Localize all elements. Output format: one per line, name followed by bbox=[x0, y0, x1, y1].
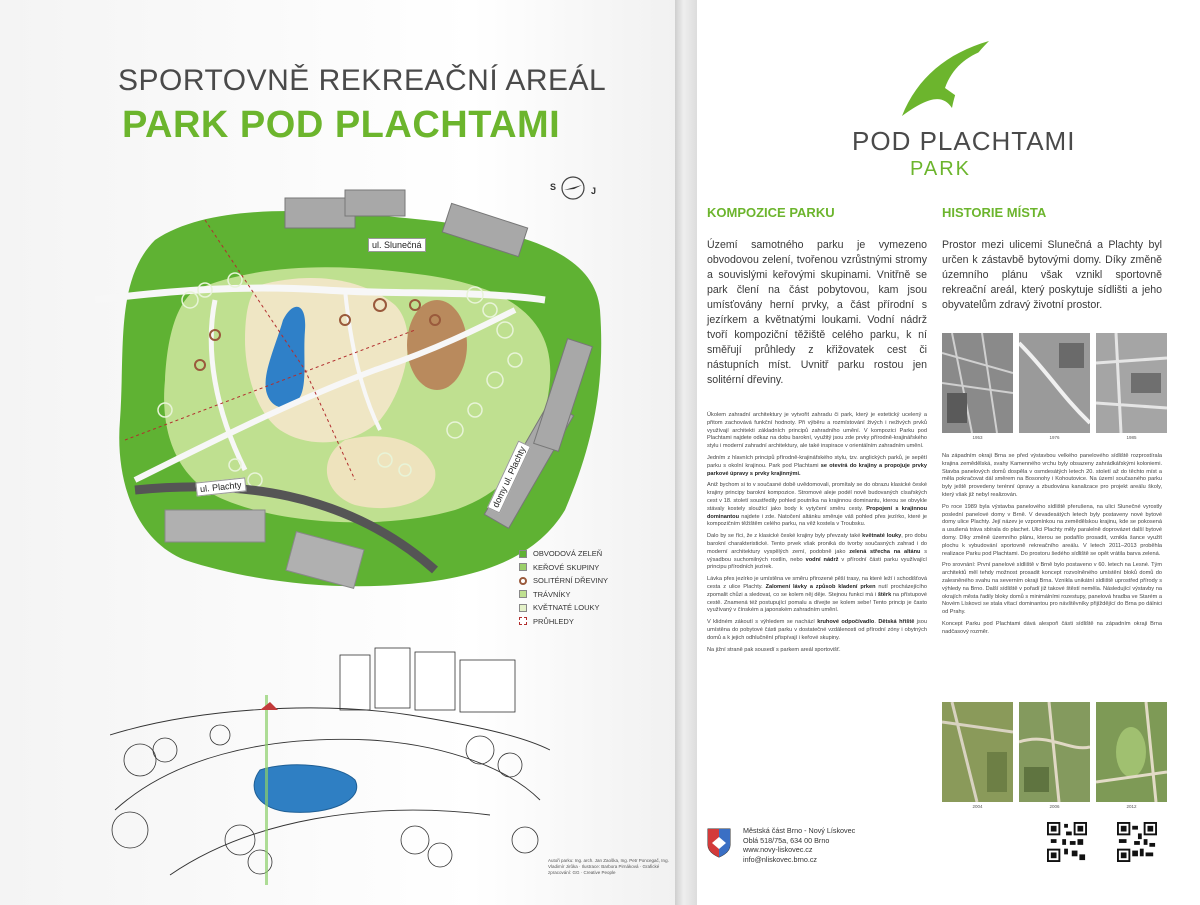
map-legend bbox=[519, 548, 608, 630]
legend-swatch bbox=[519, 577, 527, 585]
paragraph: Na jižní straně pak sousedí s parkem areál sportovišť. bbox=[707, 646, 841, 653]
photo-caption: 2006 bbox=[1049, 804, 1060, 809]
paragraph: Pro srovnání: První panelové sídliště v Brně bylo postaveno v 60. letech na Lesné. Tým architektů měl tehdy možnost prosadit koncept rozvolněného umístění bloků domů do zalesněného svahu na severním okraji Brna. Vznikla unikátní sídliště uprostřed přírody s výhledy na Brno. Další sídliště v pořadí již takové štěstí neměla. Následující výstavby na okrajích města řadily bloky domů s minimálními rozestupy, panelová hradba ve Starém a Novém Lískovci se stala vítací dominantou pro návštěvníky přijíždějící do Brna po dálnici od Prahy. bbox=[942, 562, 1162, 616]
contact-website[interactable]: www.novy-liskovec.cz bbox=[743, 845, 813, 854]
right-page bbox=[697, 0, 1200, 905]
paragraph: Jedním z hlavních principů přírodně-krajinářského stylu, tzv. anglických parků, je sepětí parku s okolní krajinou. Park pod Plachtami se otevírá do krajiny a propojuje prvky parkové úpravy s prvky krajinnými. bbox=[707, 454, 928, 477]
legend-item bbox=[519, 602, 608, 613]
contact-lines bbox=[743, 826, 855, 864]
paragraph: Dalo by se říci, že z klasické české krajiny byly převzaty také květnaté louky, pro dobu barokní charakteristické. Tento prvek však proniká do tvorby současných zahrad i do moderní architektury vyspělých zemí, podobně jako zelená střecha na altánu s výsadbou suchomilných rostlin, nebo vodní nádrž v přírodní části parku využívající principu přírodních jezírek. bbox=[707, 533, 927, 571]
lead-historie: Prostor mezi ulicemi Slunečná a Plachty byl určen k zástavbě bytovými domy. Díky změně územního plánu však vznikl sportovně rekreační areál, který poskytuje sídlišti a jeho obyvatelům zdravý životní prostor. bbox=[942, 239, 1162, 311]
contact-block bbox=[707, 826, 855, 864]
aerial-photo bbox=[1096, 333, 1167, 433]
photo-caption: 1976 bbox=[1049, 435, 1060, 440]
aerial-photo bbox=[1019, 333, 1090, 433]
credits: Autoři parku: Ing. arch. Jan Zaoška, Ing. Petr Poncegač, Ing. Vladimír Jirůka · Ilustrace: Barbora Pirnáková · Grafické zpracování: GG · Creative People bbox=[548, 858, 669, 875]
title-main: PARK POD PLACHTAMI bbox=[122, 104, 561, 146]
park-sketch-illustration bbox=[110, 640, 550, 890]
photo-caption: 1953 bbox=[972, 435, 983, 440]
legend-swatch bbox=[519, 563, 527, 571]
contact-email[interactable]: info@nliskovec.brno.cz bbox=[743, 854, 818, 864]
sketch-building bbox=[340, 655, 370, 710]
park-plan-map bbox=[95, 180, 615, 613]
legend-swatch bbox=[519, 604, 527, 612]
photo-item bbox=[1096, 702, 1167, 809]
sketch-sightline bbox=[265, 695, 268, 885]
qr-code-icon[interactable] bbox=[1047, 822, 1087, 862]
paragraph: Na západním okraji Brna se před výstavbou velkého panelového sídliště rozprostírala krajina zemědělská, svahy Kamenného vrchu byly obsazeny zahrádkářskými koloniemi. Stavba panelových domů dospěla v osmdesátých letech 20. století až do těchto míst a měla pokračovat dál směrem na Bosonohy i Kohoutovice. Na území současného parku byly ještě provedeny terénní úpravy a zbudována kanalizace pro projekt areálu školy, který však již nebyl realizován. bbox=[942, 453, 1162, 498]
photo-item bbox=[942, 333, 1013, 440]
legend-item bbox=[519, 616, 608, 627]
lead-kompozice: Území samotného parku je vymezeno obvodovou zelení, tvořenou vzrůstnými stromy a souvislými keřovými skupinami. Vnitřně se park člení na část pobytovou, kam jsou umísťovány herní prvky, a část přírodní s jezírkem a květnatými loukami. Vodní nádrž tvoří kompoziční těžiště celého parku, k ní směřují průhledy z křižovatek cest či nástupních míst. Uvnitř parku rostou jen solitérní dřeviny. bbox=[707, 239, 927, 386]
sketch-pond bbox=[254, 765, 357, 813]
heading-kompozice: KOMPOZICE PARKU bbox=[707, 205, 835, 220]
coat-of-arms-icon bbox=[707, 828, 731, 858]
aerial-photo bbox=[942, 702, 1013, 802]
photo-item bbox=[942, 702, 1013, 809]
title-top: SPORTOVNĚ REKREAČNÍ AREÁL bbox=[118, 64, 607, 97]
paragraph: V klidném zákoutí s výhledem se nachází kruhové odpočívadlo. Dětská hřiště jsou umístěna do pobytové části parku v dostatečné vzdálenosti od přírodní zóny i obytných domů a k jejich odhlučnění přispívají i keřové skupiny. bbox=[707, 619, 927, 641]
aerial-photo bbox=[1019, 702, 1090, 802]
photo-item bbox=[1019, 333, 1090, 440]
aerial-photo bbox=[1096, 702, 1167, 802]
body-kompozice bbox=[707, 412, 927, 658]
aerial-photo bbox=[942, 333, 1013, 433]
paragraph: Koncept Parku pod Plachtami dává alespoň části sídliště na západním okraji Brna nadčasový rozměr. bbox=[942, 620, 1162, 635]
photo-item bbox=[1019, 702, 1090, 809]
compass-south-label: J bbox=[590, 186, 596, 196]
sketch-building bbox=[460, 660, 515, 712]
logo-title: POD PLACHTAMI bbox=[852, 126, 1076, 156]
body-historie bbox=[942, 453, 1162, 641]
legend-swatch bbox=[519, 550, 527, 558]
paragraph: Aniž bychom si to v současné době uvědomovali, promítaly se do obrazu klasické české krajiny principy barokní kompozice. Stromové aleje podél nově budovaných císařských cest v 18. století soustředily pohled poutníka na krajinnou dominantu, kterou se obvykle stávaly kostely sloužící jako body k vytyčení směru cesty. Propojení s krajinnou dominantou najdete i zde. Natočení altánku směruje váš pohled přes jezírko, které je kompozičním těžištěm celého parku, na věž kostela v Troubsku. bbox=[707, 482, 927, 528]
legend-label: KEŘOVÉ SKUPINY bbox=[533, 562, 600, 572]
paragraph: Lávka přes jezírko je umístěna ve směru přirozené pěší trasy, na které leží i schodišťová cesta z ulice Plachty. Zalomení lávky a způsob kladení prken nutí procházejícího zpomalit chůzi a sledovat, co se kolem něj děje. Stejnou funkci má i štěrk na přístupové cestě. Znamená též postupující pomalu a dívejte se kolem sebe! Tento princip je často využívaný v čínském a japonském zahradním umění. bbox=[707, 576, 927, 614]
paragraph: Úkolem zahradní architektury je vytvořit zahradu či park, který je estetický ucelený a přitom zachovává funkční hodnoty. Při výběru a rozmístování živých i neživých prvků využívají architekti základních principů zahradního umění. V kompozici Parku pod Plachtami najdete odkaz na dobu barokní, využitý jsou zde prvky přírodně-krajinářského stylu i moderní zahradní architektury, ale také inspirace v orientálním zahradním umění. bbox=[707, 412, 927, 450]
legend-swatch bbox=[519, 617, 527, 625]
sketch-building bbox=[375, 648, 410, 708]
contact-address: Oblá 518/75a, 634 00 Brno bbox=[743, 835, 830, 845]
building-north-2 bbox=[345, 190, 405, 216]
paragraph: Po roce 1989 byla výstavba panelového sídliště přerušena, na ulici Slunečné vyrostly poslední panelové domy v Brně. V devadesátých letech byly postaveny nové bytové domy ulice Plachty. Její název je vzpomínkou na zemědělskou krajinu, kde se pokosená a usušená tráva sbírala do plachet. Ulici Plachty měly paralelně doprovázet další bytové domy. Díky změně územního plánu, kterou se podařilo prosadit, vznikla šance využít plochu k vybudování sportovně rekreačního areálu. V letech 2011–2013 proběhla realizace Parku pod Plachtami. Do prostoru šedého sídliště se opět vrátila barva zelená. bbox=[942, 503, 1162, 557]
legend-item bbox=[519, 589, 608, 600]
legend-swatch bbox=[519, 590, 527, 598]
building-south-1 bbox=[165, 510, 265, 542]
heading-historie: HISTORIE MÍSTA bbox=[942, 205, 1047, 220]
label-ul-slunecna: ul. Slunečná bbox=[368, 238, 426, 252]
legend-item bbox=[519, 575, 608, 586]
sketch-building bbox=[415, 652, 455, 710]
page-gutter bbox=[675, 0, 697, 905]
legend-label: KVĚTNATÉ LOUKY bbox=[533, 603, 600, 613]
sketch-church-icon bbox=[260, 702, 278, 710]
legend-label: PRŮHLEDY bbox=[533, 616, 574, 626]
legend-item bbox=[519, 562, 608, 573]
logo-subtitle: PARK bbox=[910, 158, 971, 180]
label-domy-ul-plachty: domy ul. Plachty bbox=[487, 440, 531, 513]
recent-photos bbox=[942, 702, 1167, 809]
photo-item bbox=[1096, 333, 1167, 440]
legend-label: OBVODOVÁ ZELEŇ bbox=[533, 549, 603, 558]
historic-photos bbox=[942, 333, 1167, 440]
sail-logo-icon bbox=[897, 38, 993, 118]
photo-caption: 1985 bbox=[1126, 435, 1137, 440]
label-ul-plachty: ul. Plachty bbox=[195, 477, 246, 496]
legend-item bbox=[519, 548, 608, 559]
qr-code-icon[interactable] bbox=[1117, 822, 1157, 862]
legend-label: SOLITÉRNÍ DŘEVINY bbox=[533, 576, 609, 586]
legend-label: TRÁVNÍKY bbox=[533, 589, 571, 599]
photo-caption: 2004 bbox=[972, 804, 983, 809]
compass-north-label: S bbox=[550, 182, 557, 192]
photo-caption: 2012 bbox=[1126, 804, 1137, 809]
contact-office: Městská část Brno - Nový Lískovec bbox=[743, 826, 856, 835]
